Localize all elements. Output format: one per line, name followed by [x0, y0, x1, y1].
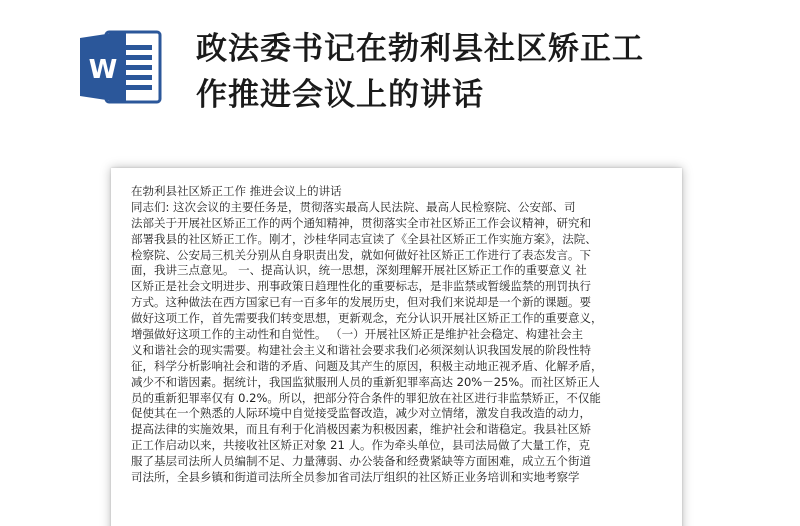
document-line: 方式。这种做法在西方国家已有一百多年的发展历史，但对我们来说却是一个新的课题。要 — [131, 295, 591, 310]
document-line: 促使其在一个熟悉的人际环境中自觉接受监督改造，减少对立情绪，激发自我改造的动力， — [131, 406, 591, 421]
document-line: 减少不和谐因素。据统计，我国监狱服刑人员的重新犯罪率高达 20%－25%。而社区矫正人 — [131, 374, 600, 389]
document-line: 区矫正是社会文明进步、刑事政策日趋理性化的重要标志，是非监禁或暂缓监禁的刑罚执行 — [131, 279, 591, 294]
document-line: 增强做好这项工作的主动性和自觉性。 （一）开展社区矫正是维护社会稳定、构建社会主 — [131, 327, 584, 342]
document-line: 面，我讲三点意见。 一、提高认识，统一思想，深刻理解开展社区矫正工作的重要意义 社 — [131, 263, 587, 278]
document-body — [131, 184, 663, 486]
document-line: 做好这项工作，首先需要我们转变思想，更新观念，充分认识开展社区矫正工作的重要意义， — [131, 311, 603, 326]
document-line: 部署我县的社区矫正工作。刚才，沙桂华同志宣读了《全县社区矫正工作实施方案》，法院、 — [131, 231, 597, 246]
title-line-2: 作推进会议上的讲话 — [196, 77, 484, 113]
document-line: 服了基层司法所人员编制不足、力量薄弱、办公装备和经费紧缺等方面困难，成立五个街道 — [131, 454, 591, 469]
document-line: 员的重新犯罪率仅有 0.2%。所以，把部分符合条件的罪犯放在社区进行非监禁矫正，不仅能 — [131, 390, 601, 405]
document-heading: 在勃利县社区矫正工作 推进会议上的讲话 — [131, 184, 342, 198]
document-line: 法部关于开展社区矫正工作的两个通知精神，贯彻落实全市社区矫正工作会议精神，研究和 — [131, 215, 591, 230]
document-line: 正工作启动以来，共接收社区矫正对象 21 人。作为牵头单位，县司法局做了大量工作，克 — [131, 438, 590, 453]
document-line: 提高法律的实施效果，而且有利于化消极因素为积极因素，维护社会和谐稳定。我县社区矫 — [131, 422, 591, 437]
document-line: 检察院、公安局三机关分别从自身职责出发，就如何做好社区矫正工作进行了表态发言。下 — [131, 247, 591, 262]
svg-text:W: W — [88, 55, 118, 85]
word-document-icon — [78, 28, 164, 106]
title-line-1: 政法委书记在勃利县社区矫正工 — [196, 31, 644, 67]
document-line: 同志们: 这次会议的主要任务是，贯彻落实最高人民法院、最高人民检察院、公安部、司 — [131, 199, 576, 214]
document-line: 义和谐社会的现实需要。构建社会主义和谐社会要求我们必须深刻认识我国发展的阶段性特 — [131, 342, 591, 357]
document-line: 司法所，全县乡镇和街道司法所全员参加省司法厅组织的社区矫正业务培训和实地考察学 — [131, 470, 580, 485]
document-preview-page — [111, 168, 682, 526]
document-line: 征，科学分析影响社会和谐的矛盾、问题及其产生的原因，积极主动地正视矛盾、化解矛盾， — [131, 358, 603, 373]
page-title — [196, 26, 776, 118]
